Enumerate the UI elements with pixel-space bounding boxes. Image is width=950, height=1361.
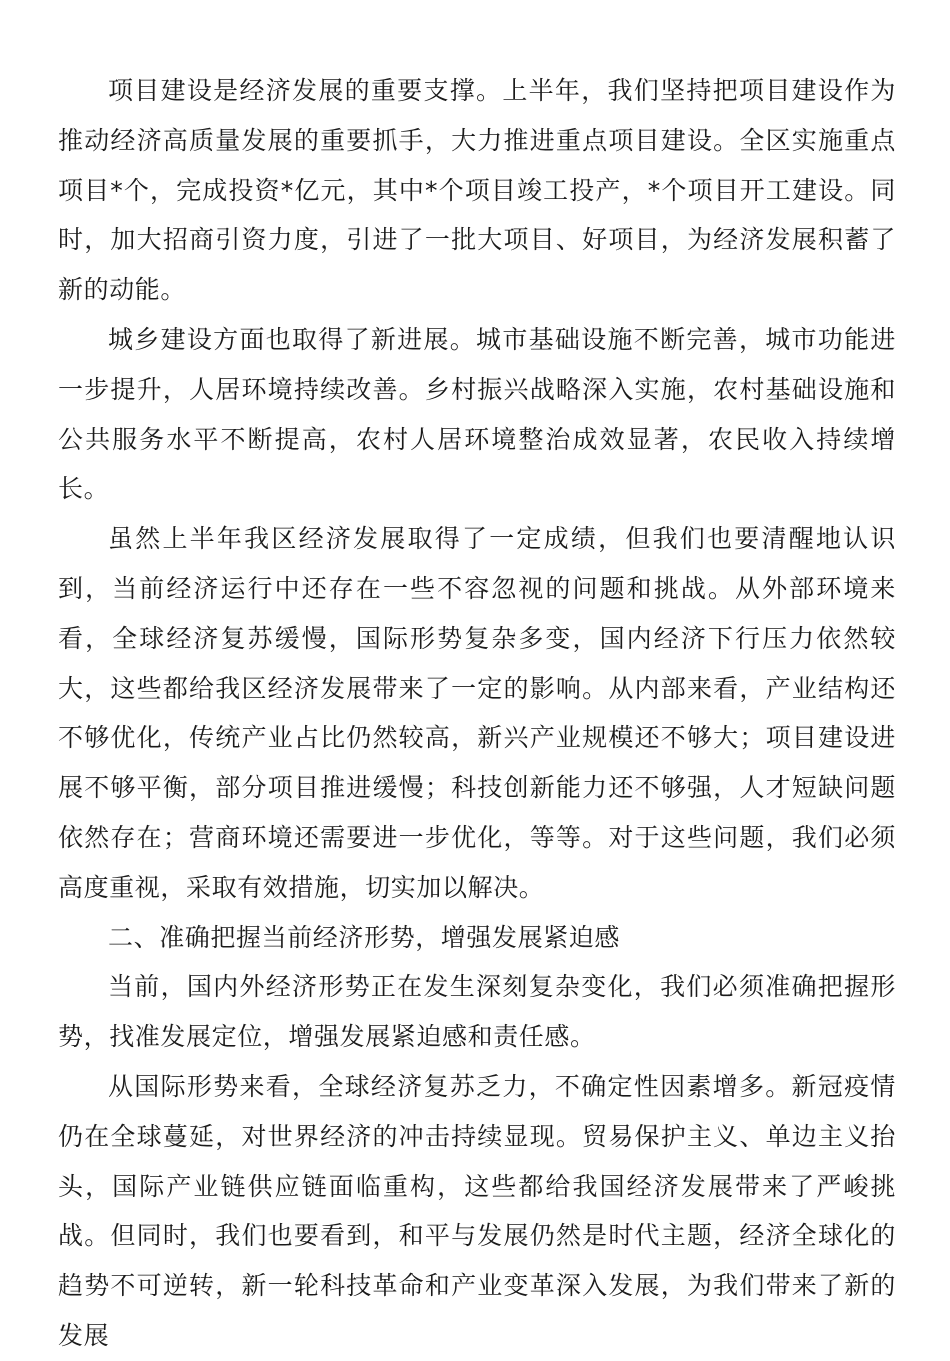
section-heading: 二、准确把握当前经济形势，增强发展紧迫感 bbox=[108, 922, 621, 952]
paragraph-urban-rural-construction: 城乡建设方面也取得了新进展。城市基础设施不断完善，城市功能进一步提升，人居环境持续改善。乡村振兴战略深入实施，农村基础设施和公共服务水平不断提高，农村人居环境整治成效显著，农民收入持续增长。 bbox=[58, 324, 896, 504]
paragraph-project-construction: 项目建设是经济发展的重要支撑。上半年，我们坚持把项目建设作为推动经济高质量发展的重要抓手，大力推进重点项目建设。全区实施重点项目*个，完成投资*亿元，其中*个项目竣工投产，*个项目开工建设。同时，加大招商引资力度，引进了一批大项目、好项目，为经济发展积蓄了新的动能。 bbox=[58, 76, 896, 305]
paragraph-current-situation: 当前，国内外经济形势正在发生深刻复杂变化，我们必须准确把握形势，找准发展定位，增强发展紧迫感和责任感。 bbox=[58, 972, 896, 1052]
paragraph-problems-challenges: 虽然上半年我区经济发展取得了一定成绩，但我们也要清醒地认识到，当前经济运行中还存在一些不容忽视的问题和挑战。从外部环境来看，全球经济复苏缓慢，国际形势复杂多变，国内经济下行压力依然较大，这些都给我区经济发展带来了一定的影响。从内部来看，产业结构还不够优化，传统产业占比仍然较高，新兴产业规模还不够大；项目建设进展不够平衡，部分项目推进缓慢；科技创新能力还不够强，人才短缺问题依然存在；营商环境还需要进一步优化，等等。对于这些问题，我们必须高度重视，采取有效措施，切实加以解决。 bbox=[58, 524, 896, 902]
paragraph-international-situation: 从国际形势来看，全球经济复苏乏力，不确定性因素增多。新冠疫情仍在全球蔓延，对世界经济的冲击持续显现。贸易保护主义、单边主义抬头，国际产业链供应链面临重构，这些都给我国经济发展带来了严峻挑战。但同时，我们也要看到，和平与发展仍然是时代主题，经济全球化的趋势不可逆转，新一轮科技革命和产业变革深入发展，为我们带来了新的发展 bbox=[58, 1071, 896, 1350]
document-body bbox=[58, 66, 896, 1361]
